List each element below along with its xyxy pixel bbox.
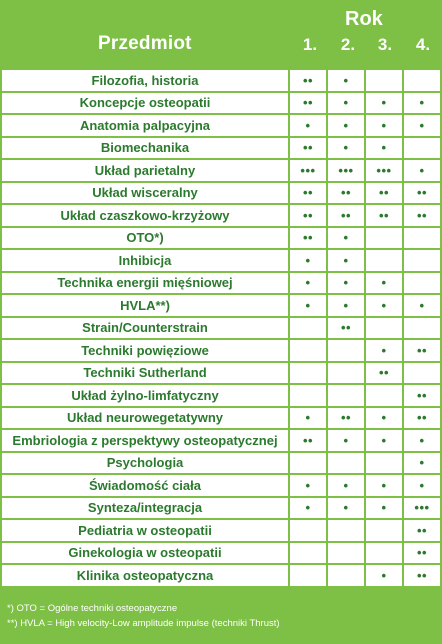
year-2-dots: •• <box>328 408 364 429</box>
year-3-dots: • <box>366 115 402 136</box>
year-4-dots: • <box>404 475 440 496</box>
table-row <box>2 520 440 541</box>
year-2-dots: •• <box>328 183 364 204</box>
year-3-dots: •• <box>366 205 402 226</box>
table-row <box>2 543 440 564</box>
year-4-dots: • <box>404 453 440 474</box>
year-1-dots: • <box>290 475 326 496</box>
table-row <box>2 205 440 226</box>
subject-cell: Strain/Counterstrain <box>2 318 288 339</box>
year-1-heading: 1. <box>302 35 318 54</box>
year-3-dots: • <box>366 340 402 361</box>
subject-cell: Klinika osteopatyczna <box>2 565 288 586</box>
year-2-dots <box>328 385 364 406</box>
subject-cell: HVLA**) <box>2 295 288 316</box>
table-row <box>2 138 440 159</box>
subject-cell: Techniki Sutherland <box>2 363 288 384</box>
table-row <box>2 498 440 519</box>
year-3-dots <box>366 318 402 339</box>
year-3-dots <box>366 70 402 91</box>
year-4-dots <box>404 318 440 339</box>
year-3-dots: • <box>366 475 402 496</box>
year-4-dots: •• <box>404 565 440 586</box>
year-4-dots: ••• <box>404 498 440 519</box>
year-2-dots: • <box>328 93 364 114</box>
table-row <box>2 430 440 451</box>
subject-cell: Inhibicja <box>2 250 288 271</box>
year-3-dots: • <box>366 295 402 316</box>
year-1-dots: •• <box>290 228 326 249</box>
year-1-dots: • <box>290 250 326 271</box>
year-1-dots: • <box>290 498 326 519</box>
year-1-dots: •• <box>290 93 326 114</box>
year-1-dots <box>290 363 326 384</box>
table-row <box>2 93 440 114</box>
year-4-dots: • <box>404 295 440 316</box>
year-1-dots: •• <box>290 138 326 159</box>
subject-cell: Układ żylno-limfatyczny <box>2 385 288 406</box>
subject-cell: Biomechanika <box>2 138 288 159</box>
year-1-dots: • <box>290 295 326 316</box>
year-4-dots <box>404 70 440 91</box>
table-row <box>2 250 440 271</box>
year-3-dots: • <box>366 273 402 294</box>
subject-cell: Układ wisceralny <box>2 183 288 204</box>
table-row <box>2 70 440 91</box>
subject-cell: OTO*) <box>2 228 288 249</box>
year-4-dots: •• <box>404 385 440 406</box>
year-1-dots: •• <box>290 205 326 226</box>
year-3-dots <box>366 385 402 406</box>
year-group-heading: Rok <box>345 8 383 30</box>
year-1-dots <box>290 340 326 361</box>
year-2-dots: • <box>328 250 364 271</box>
year-2-dots: ••• <box>328 160 364 181</box>
year-1-dots <box>290 385 326 406</box>
year-4-dots: •• <box>404 340 440 361</box>
subject-cell: Koncepcje osteopatii <box>2 93 288 114</box>
year-3-dots <box>366 543 402 564</box>
table-row <box>2 228 440 249</box>
curriculum-table <box>2 68 440 588</box>
year-4-dots <box>404 228 440 249</box>
year-3-dots: • <box>366 430 402 451</box>
footnotes <box>7 601 280 631</box>
subject-column-heading: Przedmiot <box>98 33 192 54</box>
table-row <box>2 453 440 474</box>
year-2-dots: •• <box>328 205 364 226</box>
year-1-dots <box>290 565 326 586</box>
table-row <box>2 408 440 429</box>
year-3-dots: ••• <box>366 160 402 181</box>
year-2-heading: 2. <box>340 35 356 54</box>
subject-cell: Układ czaszkowo-krzyżowy <box>2 205 288 226</box>
table-row <box>2 295 440 316</box>
year-3-dots <box>366 453 402 474</box>
year-3-dots: • <box>366 565 402 586</box>
subject-cell: Ginekologia w osteopatii <box>2 543 288 564</box>
year-1-dots: • <box>290 273 326 294</box>
year-3-dots: •• <box>366 183 402 204</box>
year-2-dots <box>328 565 364 586</box>
table-row <box>2 475 440 496</box>
table-row <box>2 565 440 586</box>
year-4-dots: •• <box>404 183 440 204</box>
year-3-heading: 3. <box>377 35 393 54</box>
year-1-dots: • <box>290 115 326 136</box>
table-row <box>2 183 440 204</box>
year-2-dots: • <box>328 273 364 294</box>
year-2-dots: • <box>328 498 364 519</box>
year-1-dots: ••• <box>290 160 326 181</box>
year-2-dots <box>328 543 364 564</box>
subject-cell: Embriologia z perspektywy osteopatycznej <box>2 430 288 451</box>
year-3-dots: •• <box>366 363 402 384</box>
subject-cell: Anatomia palpacyjna <box>2 115 288 136</box>
year-4-dots: •• <box>404 205 440 226</box>
year-3-dots: • <box>366 498 402 519</box>
year-1-dots: • <box>290 408 326 429</box>
table-row <box>2 115 440 136</box>
year-1-dots: •• <box>290 430 326 451</box>
table-row <box>2 340 440 361</box>
table-row <box>2 385 440 406</box>
year-4-dots: •• <box>404 520 440 541</box>
year-3-dots <box>366 228 402 249</box>
year-2-dots: • <box>328 138 364 159</box>
year-4-dots <box>404 250 440 271</box>
year-2-dots <box>328 363 364 384</box>
year-2-dots <box>328 453 364 474</box>
year-1-dots: •• <box>290 183 326 204</box>
subject-cell: Układ parietalny <box>2 160 288 181</box>
year-2-dots <box>328 520 364 541</box>
footnote-oto: *) OTO = Ogólne techniki osteopatyczne <box>7 603 178 614</box>
year-2-dots: • <box>328 475 364 496</box>
year-4-dots: • <box>404 93 440 114</box>
footnote-hvla: **) HVLA = High velocity-Low amplitude impulse (techniki Thrust) <box>7 618 280 629</box>
year-2-dots: • <box>328 115 364 136</box>
subject-cell: Filozofia, historia <box>2 70 288 91</box>
year-4-dots: • <box>404 115 440 136</box>
year-4-dots: • <box>404 430 440 451</box>
year-2-dots: • <box>328 228 364 249</box>
year-1-dots: •• <box>290 70 326 91</box>
year-2-dots: • <box>328 430 364 451</box>
subject-cell: Technika energii mięśniowej <box>2 273 288 294</box>
subject-cell: Synteza/integracja <box>2 498 288 519</box>
year-1-dots <box>290 453 326 474</box>
year-3-dots <box>366 520 402 541</box>
subject-cell: Świadomość ciała <box>2 475 288 496</box>
year-3-dots <box>366 250 402 271</box>
year-3-dots: • <box>366 408 402 429</box>
year-2-dots <box>328 340 364 361</box>
year-1-dots <box>290 520 326 541</box>
table-header <box>0 0 442 68</box>
year-2-dots: • <box>328 70 364 91</box>
year-1-dots <box>290 543 326 564</box>
year-4-dots <box>404 273 440 294</box>
subject-cell: Pediatria w osteopatii <box>2 520 288 541</box>
table-row <box>2 273 440 294</box>
year-1-dots <box>290 318 326 339</box>
subject-cell: Techniki powięziowe <box>2 340 288 361</box>
year-3-dots: • <box>366 138 402 159</box>
year-4-dots <box>404 138 440 159</box>
year-2-dots: •• <box>328 318 364 339</box>
year-4-dots: •• <box>404 408 440 429</box>
year-4-dots: •• <box>404 543 440 564</box>
subject-cell: Psychologia <box>2 453 288 474</box>
subject-cell: Układ neurowegetatywny <box>2 408 288 429</box>
year-4-dots <box>404 363 440 384</box>
year-4-dots: • <box>404 160 440 181</box>
year-3-dots: • <box>366 93 402 114</box>
table-row <box>2 318 440 339</box>
table-row <box>2 160 440 181</box>
table-row <box>2 363 440 384</box>
year-2-dots: • <box>328 295 364 316</box>
year-4-heading: 4. <box>415 35 431 54</box>
